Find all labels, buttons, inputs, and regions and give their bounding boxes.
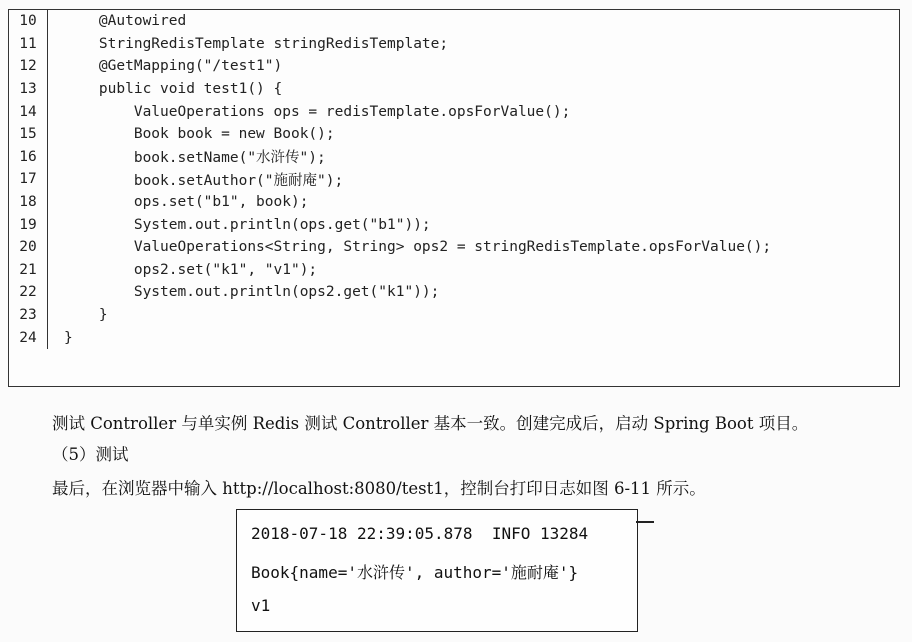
- code-line: [9, 213, 899, 236]
- line-number: 18: [9, 191, 48, 214]
- code-line: [9, 168, 899, 191]
- console-output-figure: [236, 509, 638, 632]
- code-line: [9, 78, 899, 101]
- code-text: StringRedisTemplate stringRedisTemplate;: [64, 35, 449, 52]
- line-number: 11: [9, 33, 48, 56]
- code-line: [9, 281, 899, 304]
- line-number: 24: [9, 326, 48, 349]
- line-number: 14: [9, 100, 48, 123]
- code-line: [9, 326, 899, 349]
- code-text: Book book = new Book();: [64, 126, 335, 143]
- console-log-line: 2018-07-18 22:39:05.878 INFO 13284: [251, 524, 589, 543]
- line-number: 12: [9, 55, 48, 78]
- code-text: public void test1() {: [64, 81, 283, 98]
- code-text: book.setName("水浒传");: [64, 150, 326, 167]
- paragraph-controller-note: 测试 Controller 与单实例 Redis 测试 Controller 基本一致。创建完成后，启动 Spring Boot 项目。: [52, 414, 809, 433]
- line-number: 15: [9, 123, 48, 146]
- line-number: 22: [9, 281, 48, 304]
- code-listing: [8, 9, 900, 387]
- code-text: System.out.println(ops.get("b1"));: [64, 216, 431, 233]
- code-text: ValueOperations ops = redisTemplate.opsForValue();: [64, 103, 571, 120]
- code-text: book.setAuthor("施耐庵");: [64, 172, 344, 189]
- line-number: 19: [9, 213, 48, 236]
- line-number: 23: [9, 304, 48, 327]
- code-text: }: [64, 307, 108, 324]
- line-number: 16: [9, 146, 48, 169]
- code-text: @GetMapping("/test1"): [64, 58, 283, 75]
- line-number: 10: [9, 10, 48, 33]
- line-number: 17: [9, 168, 48, 191]
- paragraph-browser-instruction: 最后，在浏览器中输入 http://localhost:8080/test1，控制台打印日志如图 6-11 所示。: [52, 479, 706, 498]
- console-book-line: Book{name='水浒传', author='施耐庵'}: [251, 563, 579, 582]
- code-text: ops.set("b1", book);: [64, 194, 309, 211]
- code-line: [9, 123, 899, 146]
- code-line: [9, 191, 899, 214]
- code-text: }: [64, 329, 73, 346]
- line-number: 20: [9, 236, 48, 259]
- code-line: [9, 259, 899, 282]
- code-line: [9, 55, 899, 78]
- code-line: [9, 146, 899, 169]
- line-number: 21: [9, 259, 48, 282]
- code-line: [9, 100, 899, 123]
- code-text: @Autowired: [64, 13, 187, 30]
- code-text: ops2.set("k1", "v1");: [64, 261, 318, 278]
- code-line: [9, 236, 899, 259]
- code-text: ValueOperations<String, String> ops2 = stringRedisTemplate.opsForValue();: [64, 239, 772, 256]
- section-heading-test: （5）测试: [52, 445, 129, 464]
- code-line: [9, 304, 899, 327]
- code-line: [9, 10, 899, 33]
- code-line: [9, 33, 899, 56]
- code-text: System.out.println(ops2.get("k1"));: [64, 284, 440, 301]
- console-truncation-mark: [636, 521, 654, 523]
- console-value-line: v1: [251, 596, 271, 615]
- line-number: 13: [9, 78, 48, 101]
